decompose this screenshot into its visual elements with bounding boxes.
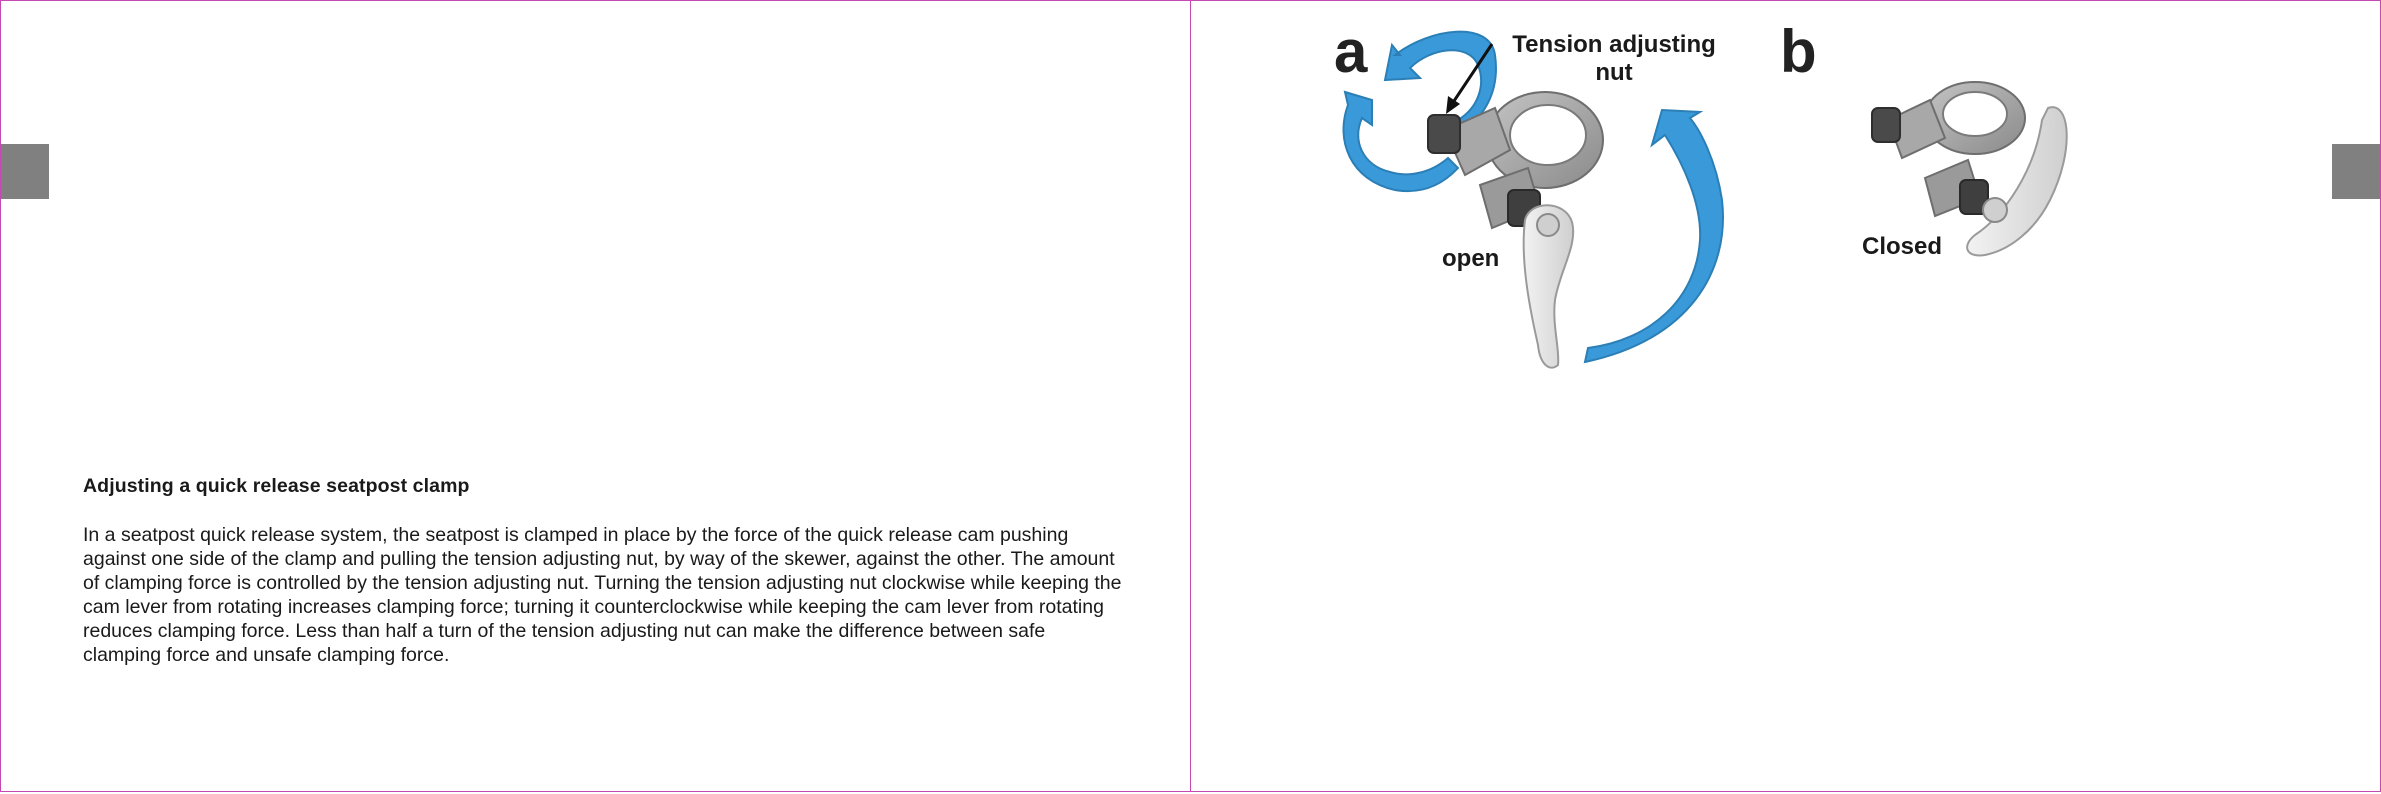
section-heading: Adjusting a quick release seatpost clamp: [83, 475, 470, 497]
clamp-body-b: [1888, 82, 2025, 216]
closed-label: Closed: [1862, 233, 1943, 260]
tension-nut-label: [1494, 31, 1734, 87]
figure-a-letter: a: [1334, 18, 1368, 85]
body-paragraph: In a seatpost quick release system, the seatpost is clamped in place by the force of the quick release cam pushing against one side of the clamp and pulling the tension adjusting nut, by way of the skewer, against the other. The amount of clamping force is controlled by the tension adjusting nut. Turning the tension adjusting nut clockwise while keeping the cam lever from rotating increases clamping force; turning it counterclockwise while keeping the cam lever from rotating reduces clamping force. Less than half a turn of the tension adjusting nut can make the difference between safe clamping force and unsafe clamping force.: [83, 524, 1122, 666]
tension-nut-b-icon: [1872, 108, 1900, 142]
figure-b-drawing: [1872, 82, 2067, 255]
open-label: open: [1442, 245, 1500, 272]
tension-label-line2: nut: [1595, 59, 1633, 86]
lever-swing-arrow-icon: [1585, 110, 1723, 362]
cam-lever-open: [1508, 190, 1573, 368]
tension-label-line1: Tension adjusting: [1512, 31, 1716, 58]
figure-b-letter: b: [1780, 18, 1817, 85]
tension-nut-icon: [1428, 115, 1460, 153]
